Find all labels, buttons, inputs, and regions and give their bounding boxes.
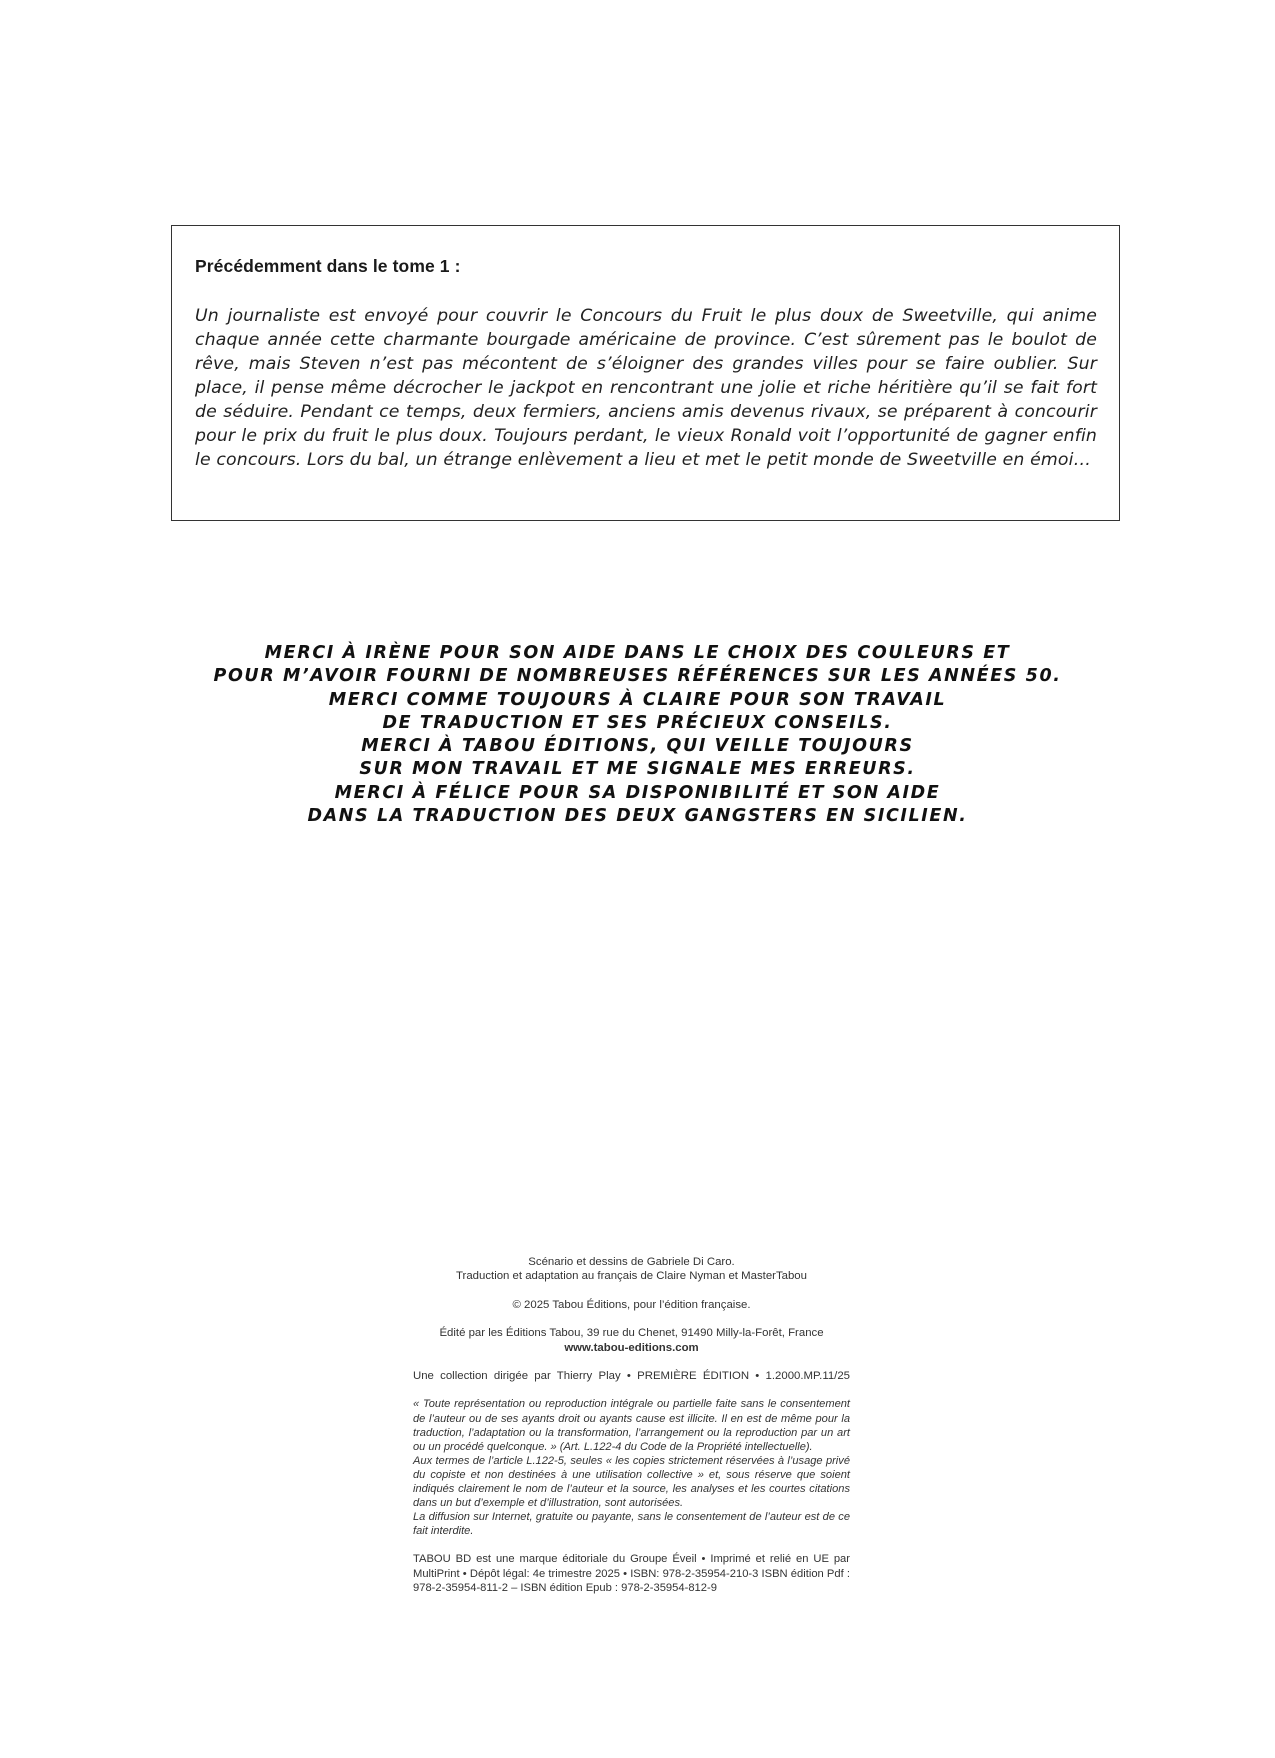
thanks-line: SUR MON TRAVAIL ET ME SIGNALE MES ERREURS. bbox=[359, 759, 916, 780]
translation-credit: Traduction et adaptation au français de Claire Nyman et MasterTabou bbox=[456, 1270, 807, 1283]
publisher-website: www.tabou-editions.com bbox=[564, 1341, 699, 1354]
thanks-line: MERCI À IRÈNE POUR SON AIDE DANS LE CHOIX DES COULEURS ET bbox=[264, 643, 1011, 663]
legal-paragraph: La diffusion sur Internet, gratuite ou payante, sans le consentement de l’auteur est de ce fait interdite. bbox=[413, 1511, 850, 1538]
legal-paragraph: « Toute représentation ou reproduction intégrale ou partielle faite sans le consentement de l’auteur ou de ses ayants droit ou ayants cause est illicite. Il en est de même pour la traduction, l’adaptation ou la transformation, l’arrangement ou la reproduction par un art ou un procédé quelconque. » (Art. L.122-4 du Code de la Propriété intellectuelle). bbox=[413, 1398, 850, 1453]
recap-text: Un journaliste est envoyé pour couvrir le Concours du Fruit le plus doux de Sweetville, qui anime chaque année cette charmante bourgade américaine de province. C’est sûrement pas le boulot de rêve, mais Steven n’est pas mécontent de s’éloigner des grandes villes pour se faire oublier. Sur place, il pense même décrocher le jackpot en rencontrant une jolie et riche héritière qu’il se fait fort de séduire. Pendant ce temps, deux fermiers, anciens amis devenus rivaux, se préparent à concourir pour le prix du fruit le plus doux. Toujours perdant, le vieux Ronald voit l’opportunité de gagner enfin le concours. Lors du bal, un étrange enlèvement a lieu et met le petit monde de Sweetville en émoi… bbox=[195, 306, 1097, 470]
thanks-line: POUR M’AVOIR FOURNI DE NOMBREUSES RÉFÉRENCES SUR LES ANNÉES 50. bbox=[213, 666, 1062, 687]
publisher-address: Édité par les Éditions Tabou, 39 rue du Chenet, 91490 Milly-la-Forêt, France bbox=[439, 1327, 824, 1340]
thanks-line: MERCI COMME TOUJOURS À CLAIRE POUR SON TRAVAIL bbox=[328, 689, 947, 710]
legal-paragraph: Aux termes de l’article L.122-5, seules « les copies strictement réservées à l’usage privé du copiste et non destinées à une utilisation collective » et, sous réserve que soient indiqués clairement le nom de l’auteur et la source, les analyses et les courtes citations dans un but d’exemple et d’illustration, sont autorisées. bbox=[413, 1454, 850, 1510]
thanks-line: DE TRADUCTION ET SES PRÉCIEUX CONSEILS. bbox=[382, 712, 893, 733]
collection-info: Une collection dirigée par Thierry Play • PREMIÈRE ÉDITION • 1.2000.MP.11/25 bbox=[413, 1370, 850, 1383]
acknowledgements bbox=[0, 642, 1275, 828]
imprint-isbn: TABOU BD est une marque éditoriale du Groupe Éveil • Imprimé et relié en UE par MultiPrint • Dépôt légal: 4e trimestre 2025 • ISBN: 978-2-35954-210-3 ISBN édition Pdf : 978-2-35954-811-2 – ISBN édition Epub : 978-2-35954-812-9 bbox=[413, 1553, 850, 1594]
legal-notice bbox=[413, 1397, 850, 1538]
thanks-line: DANS LA TRADUCTION DES DEUX GANGSTERS EN SICILIEN. bbox=[307, 806, 968, 827]
thanks-line: MERCI À FÉLICE POUR SA DISPONIBILITÉ ET SON AIDE bbox=[334, 782, 941, 803]
copyright-notice: © 2025 Tabou Éditions, pour l’édition française. bbox=[512, 1298, 751, 1311]
colophon bbox=[413, 1255, 850, 1595]
authors-credit: Scénario et dessins de Gabriele Di Caro. bbox=[528, 1256, 735, 1268]
recap-heading: Précédemment dans le tome 1 : bbox=[195, 256, 461, 276]
thanks-line: MERCI À TABOU ÉDITIONS, QUI VEILLE TOUJOURS bbox=[361, 736, 914, 757]
recap-box bbox=[171, 225, 1120, 521]
